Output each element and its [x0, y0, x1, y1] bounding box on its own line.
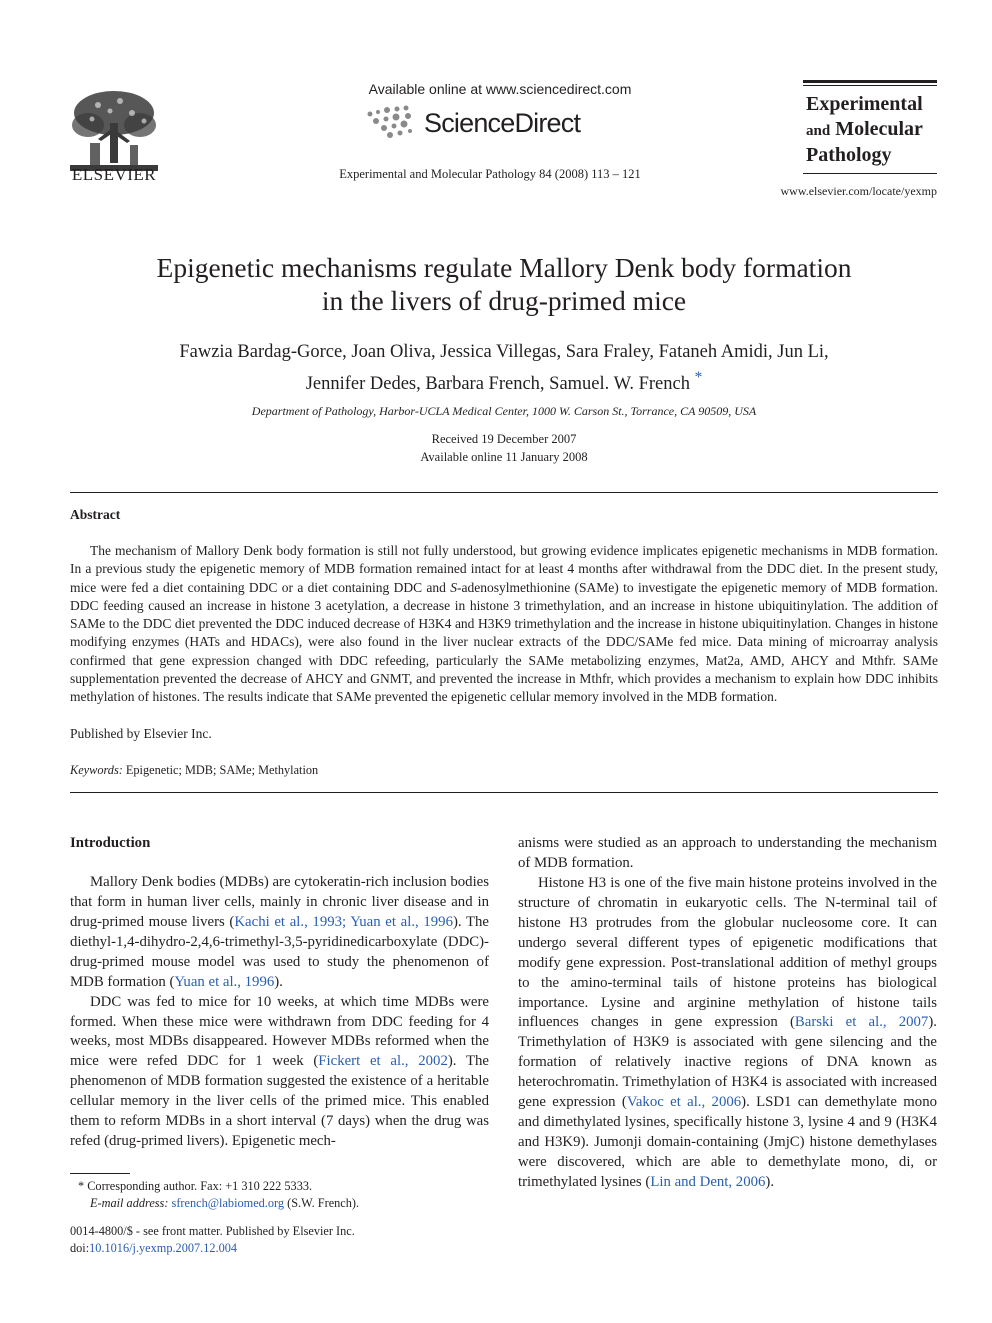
- intro-paragraph-2-continued: anisms were studied as an approach to understanding the mechanism of MDB formation.: [518, 835, 937, 871]
- footnote-rule: [70, 1173, 130, 1174]
- abstract-publisher-line: Published by Elsevier Inc.: [70, 726, 212, 741]
- abstract-top-rule: [70, 492, 938, 493]
- email-suffix: (S.W. French).: [284, 1196, 360, 1210]
- authors-line1: Fawzia Bardag-Gorce, Joan Oliva, Jessica Villegas, Sara Fraley, Fataneh Amidi, Jun Li,: [179, 342, 829, 362]
- sciencedirect-wordmark: ScienceDirect: [424, 108, 581, 138]
- intro-p3-text-a: Histone H3 is one of the five main histone proteins involved in the structure of chromatin in eukaryotic cells. The N-terminal tail of histone H3 protrudes from the globular nucleosome core. It can undergo several different types of epigenetic modifications that modify gene expression. Post-translational addition of methyl groups to the amino-terminal tails of histone proteins has biological importance. Lysine and arginine methylation of histone tails influences changes in gene expression (: [518, 874, 937, 1031]
- front-matter-line: 0014-4800/$ - see front matter. Published by Elsevier Inc.: [70, 1224, 355, 1238]
- abstract-heading: Abstract: [70, 507, 121, 522]
- journal-title-rule-top-thin: [803, 85, 937, 86]
- abstract-text-part1: The mechanism of Mallory Denk body formation is still not fully understood, but growing evidence implicates epigenetic mechanisms in MDB formation. In a previous study the epigenetic memory of MDB formation remained intact for at least 4 months after withdrawal from the DDC diet. In the present study, mice were fed a diet containing DDC or a diet containing DDC and: [70, 543, 938, 595]
- journal-title-and: and: [806, 122, 831, 139]
- abstract-bottom-rule: [70, 792, 938, 793]
- keywords-label: Keywords:: [70, 763, 123, 777]
- journal-url[interactable]: www.elsevier.com/locate/yexmp: [780, 184, 937, 198]
- abstract-text-italic-s: S: [450, 579, 457, 595]
- intro-paragraph-3: [518, 874, 937, 1193]
- email-link[interactable]: sfrench@labiomed.org: [171, 1196, 285, 1210]
- corresponding-author-mark[interactable]: *: [694, 369, 703, 386]
- abstract-text-part2: -adenosylmethionine (SAMe) to investigate the epigenetic memory of MDB formation. DDC feeding caused an increase in histone 3 acetylation, a decrease in histone 3 trimethylation, and an increase in histone ubiquitinylation. The addition of SAMe to the DDC diet prevented the DDC induced decrease of H3K4 and H3K9 trimethylation and the increase in histone ubiquitinylation. Changes in histone modifying enzymes (HATs and HDACs), were also found in the liver nuclear extracts of the DDC/SAMe fed mice. Data mining of microarray analysis confirmed that gene expression changed with DDC refeeding, particularly the SAMe metabolizing enzymes, Mat2a, AMD, AHCY and Mthfr. SAMe supplementation prevented the decrease of AHCY and GNMT, and prevented the increase in Mthfr, which provides a mechanism to explain how DDC inhibits methylation of histones. The results indicate that SAMe prevented the epigenetic cellular memory involved in the MDB formation.: [70, 579, 939, 705]
- intro-p3-text-b: ). Trimethylation of H3K9 is associated with gene silencing and the formation of relatively inactive regions of DNA known as heterochromatin. Trimethylation of H3K4 is associated with increased gene expression (: [518, 1014, 937, 1111]
- ref-yuan-1996[interactable]: Yuan et al., 1996: [174, 973, 275, 990]
- intro-paragraph-2: [70, 993, 489, 1153]
- ref-vakoc-2006[interactable]: Vakoc et al., 2006: [626, 1094, 742, 1111]
- doi-label: doi:: [70, 1241, 90, 1255]
- article-title: [70, 251, 938, 317]
- email-label: E-mail address:: [90, 1196, 169, 1210]
- ref-lin-dent-2006[interactable]: Lin and Dent, 2006: [650, 1173, 766, 1190]
- body-column-left: [70, 834, 489, 1152]
- keywords-values: Epigenetic; MDB; SAMe; Methylation: [122, 763, 319, 777]
- intro-paragraph-1: [70, 873, 489, 993]
- doi-line: [70, 1240, 355, 1257]
- affiliation: Department of Pathology, Harbor-UCLA Medical Center, 1000 W. Carson St., Torrance, CA 90509, USA: [251, 404, 757, 418]
- dates-block: [70, 430, 938, 466]
- intro-p1-text-c: ).: [274, 973, 283, 990]
- author-list: [70, 340, 938, 397]
- journal-title-line3: Pathology: [806, 144, 892, 166]
- intro-p3-text-c: ). LSD1 can demethylate mono and dimethylated lysines, specifically histone 3, lysine 4 and 9 (H3K4 and H3K9). Jumonji domain-containing (JmjC) histone demethylases were discovered, which are able to demethylate mono, di, or trimethylated lysines (: [518, 1094, 937, 1190]
- ref-kachi-yuan[interactable]: Kachi et al., 1993; Yuan et al., 1996: [234, 913, 453, 930]
- footnotes: [70, 1178, 359, 1212]
- corresponding-author-note: * Corresponding author. Fax: +1 310 222 5333.: [78, 1179, 313, 1193]
- journal-title-block: [806, 92, 946, 168]
- ref-fickert-2002[interactable]: Fickert et al., 2002: [318, 1053, 448, 1070]
- available-online-text[interactable]: Available online at www.sciencedirect.com: [368, 81, 632, 97]
- email-note: [70, 1195, 359, 1212]
- authors-line2: Jennifer Dedes, Barbara French, Samuel. W. French: [305, 374, 690, 395]
- abstract-body: [70, 542, 938, 707]
- intro-p1-text-a: Mallory Denk bodies (MDBs) are cytokeratin-rich inclusion bodies that form in human liver cells, mainly in chronic liver disease and in drug-primed mouse livers (: [70, 873, 490, 930]
- intro-p2-text-b: ). The phenomenon of MDB formation suggested the existence of a heritable cellular memory in the liver cells of the primed mice. This enabled them to reform MDBs in a short interval (7 days) when the drug was refed (drug-primed livers). Epigenetic mech-: [70, 1053, 489, 1150]
- intro-p1-text-b: ). The diethyl-1,4-dihydro-2,4,6-trimethyl-3,5-pyridinedicarboxylate (DDC)-drug-primed mouse model was used to study the phenomenon of MDB formation (: [70, 913, 489, 990]
- introduction-heading: Introduction: [70, 835, 151, 851]
- journal-citation: Experimental and Molecular Pathology 84 (2008) 113 – 121: [339, 167, 641, 181]
- received-date: Received 19 December 2007: [431, 432, 577, 446]
- journal-title-line1: Experimental: [806, 93, 923, 115]
- publisher-name: ELSEVIER: [71, 165, 157, 184]
- article-title-line1: Epigenetic mechanisms regulate Mallory Denk body formation: [156, 252, 852, 283]
- ref-barski-2007[interactable]: Barski et al., 2007: [794, 1014, 929, 1031]
- article-title-line2: in the livers of drug-primed mice: [321, 285, 687, 316]
- keywords-line: [70, 763, 318, 778]
- intro-p3-text-d: ).: [765, 1173, 775, 1190]
- intro-p2-text-a: DDC was fed to mice for 10 weeks, at which time MDBs were formed. When these mice were withdrawn from DDC feeding for 4 weeks, most MDBs disappeared. However MDBs reformed when the mice were refed DDC for 1 week (: [70, 993, 489, 1070]
- doi-link[interactable]: 10.1016/j.yexmp.2007.12.004: [89, 1241, 238, 1255]
- front-matter-block: [70, 1223, 355, 1257]
- journal-title-line2: Molecular: [835, 117, 923, 140]
- body-column-right: [518, 834, 937, 1193]
- available-online-date: Available online 11 January 2008: [420, 450, 588, 464]
- journal-title-rule-top: [803, 80, 937, 83]
- journal-title-rule-bottom: [803, 173, 937, 174]
